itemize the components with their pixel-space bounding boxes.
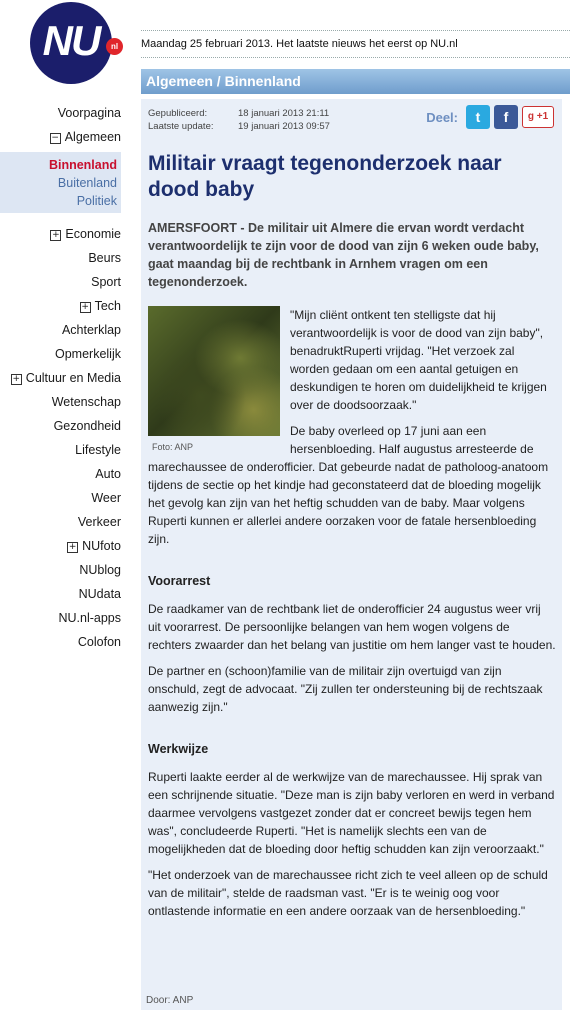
logo-text: NU [42,17,100,64]
sidebar-item-cultuur-en-media[interactable] [0,369,121,393]
sidebar-item-sport[interactable] [0,273,121,297]
expand-icon[interactable]: + [12,374,21,384]
paragraph: De partner en (schoon)familie van de militair zijn overtuigd van zijn onschuld, zegt de advocaat. "Zij zullen ter ondersteuning bij de rechtszaak aanwezig zijn." [148,664,543,714]
byline: Door: ANP [146,995,194,1006]
sidebar-item-binnenland[interactable] [0,156,121,174]
sidebar-item-label: Voorpagina [57,106,121,120]
sidebar-item-nudata[interactable] [0,585,121,609]
expand-icon[interactable]: + [68,542,77,552]
sidebar-item-gezondheid[interactable] [0,417,121,441]
sidebar-item-lifestyle[interactable] [0,441,121,465]
sidebar-item-label: NUdata [78,587,121,601]
sidebar-item-label: Auto [95,467,121,481]
sidebar-item-achterklap[interactable] [0,321,121,345]
subheading-voorarrest: Voorarrest [148,574,211,588]
sidebar-item-politiek[interactable] [0,192,121,210]
article-lead: AMERSFOORT - De militair uit Almere die ervan wordt verdacht verantwoordelijk te zijn voor de dood van zijn 6 weken oude baby, gaat maandag bij de rechtbank in Arnhem vragen om een tegenonderzoek. [148,221,539,289]
sidebar-item-label: NUblog [79,563,121,577]
sidebar-item-tech[interactable] [0,297,121,321]
sidebar-item-label: NU.nl-apps [58,611,121,625]
facebook-share-button[interactable]: f [494,105,518,129]
sidebar-nav [0,104,121,657]
nu-logo[interactable] [30,2,119,84]
sidebar-item-wetenschap[interactable] [0,393,121,417]
sidebar-item-algemeen[interactable] [0,128,121,152]
sidebar-item-label: Gezondheid [53,419,121,433]
sidebar-item-label: NUfoto [82,539,121,553]
paragraph: Ruperti laakte eerder al de werkwijze van de marechaussee. Hij sprak van een schrijnende situatie. "Deze man is zijn baby verloren en werd in verband daarmee vervolgens vastgezet zonder dat er concreet bewijs tegen hem was", concludeerde Ruperti. "Het is namelijk slechts een van de mogelijkheden dat de bloeding door heftig schudden kan zijn veroorzaakt." [148,770,555,856]
sidebar-item-label: Politiek [76,194,117,208]
sidebar-item-label: Wetenschap [51,395,121,409]
sidebar-item-economie[interactable] [0,225,121,249]
sidebar-item-label: Algemeen [64,130,121,144]
article-body [148,306,556,928]
article-panel [141,99,562,1010]
updated-value: 19 januari 2013 09:57 [238,121,330,132]
expand-icon[interactable]: + [52,230,60,240]
section-header: Algemeen / Binnenland [141,69,570,94]
date-bar [141,30,570,58]
sidebar-item-label: Lifestyle [75,443,121,457]
sidebar-item-beurs[interactable] [0,249,121,273]
sidebar-item-colofon[interactable] [0,633,121,657]
sidebar-item-buitenland[interactable] [0,174,121,192]
sidebar-item-nu-nl-apps[interactable] [0,609,121,633]
article-photo[interactable] [148,306,280,452]
sidebar-item-label: Tech [94,299,121,313]
sidebar-item-label: Colofon [77,635,121,649]
sidebar-item-label: Cultuur en Media [25,371,121,385]
date-text: Maandag 25 februari 2013. Het laatste nieuws het eerst op NU.nl [141,38,458,50]
sidebar-item-weer[interactable] [0,489,121,513]
sidebar-item-label: Verkeer [77,515,121,529]
sidebar-item-auto[interactable] [0,465,121,489]
paragraph: "Het onderzoek van de marechaussee richt zich te veel alleen op de schuld van de militair", stelde de raadsman vast. "Er is te weinig oog voor ontlastende informatie en een andere oorzaak van de hersenbloeding." [148,868,548,918]
subnav-algemeen [0,152,121,213]
sidebar-item-nufoto[interactable] [0,537,121,561]
updated-label: Laatste update: [148,121,214,132]
paragraph: "Mijn cliënt ontkent ten stelligste dat hij verantwoordelijk is voor de dood van zijn baby", benadruktRuperti vrijdag. "Het verzoek zal worden gedaan om een aantal getuigen en deskundigen te horen om duidelijkheid te krijgen over de doodsoorzaak." [290,308,547,412]
expand-icon[interactable]: + [81,302,89,312]
published-label: Gepubliceerd: [148,108,208,119]
sidebar-item-label: Binnenland [48,158,117,172]
photo-caption: Foto: ANP [152,442,194,452]
sidebar-item-label: Beurs [88,251,121,265]
sidebar-item-nublog[interactable] [0,561,121,585]
sidebar-item-label: Economie [65,227,121,241]
sidebar-item-label: Buitenland [57,176,117,190]
collapse-icon[interactable]: − [51,133,59,143]
sidebar-item-label: Weer [91,491,121,505]
sidebar-item-label: Achterklap [61,323,121,337]
sidebar-item-opmerkelijk[interactable] [0,345,121,369]
sidebar-item-verkeer[interactable] [0,513,121,537]
photo-image [148,306,280,436]
logo-nl-badge: nl [106,38,123,55]
share-label: Deel: [426,109,458,125]
paragraph: De baby overleed op 17 juni aan een hersenbloeding. Half augustus arresteerde de marechaussee de onderofficier. Dat gebeurde nadat de patholoog-anatoom tijdens de sectie op het kindje had geconstateerd dat de bloeding mogelijk het gevolg kan zijn van het heftig schudden van de baby. Maar volgens Ruperti kunnen er allerlei andere oorzaken voor de fatale hersenbloeding zijn. [148,424,549,546]
sidebar-item-label: Opmerkelijk [55,347,121,361]
article-meta [148,107,330,133]
sidebar-item-voorpagina[interactable] [0,104,121,128]
google-plus-button[interactable]: g +1 [522,106,554,128]
published-value: 18 januari 2013 21:11 [238,108,330,119]
sidebar-item-label: Sport [91,275,121,289]
article-title: Militair vraagt tegenonderzoek naar dood baby [148,152,502,201]
subheading-werkwijze: Werkwijze [148,742,209,756]
share-bar [426,105,558,129]
twitter-share-button[interactable]: t [466,105,490,129]
paragraph: De raadkamer van de rechtbank liet de onderofficier 24 augustus weer vrij uit voorarrest. De persoonlijke belangen van hem wogen volgens de rechters zwaarder dan het belang van justitie om hem langer vast te houden. [148,602,556,652]
